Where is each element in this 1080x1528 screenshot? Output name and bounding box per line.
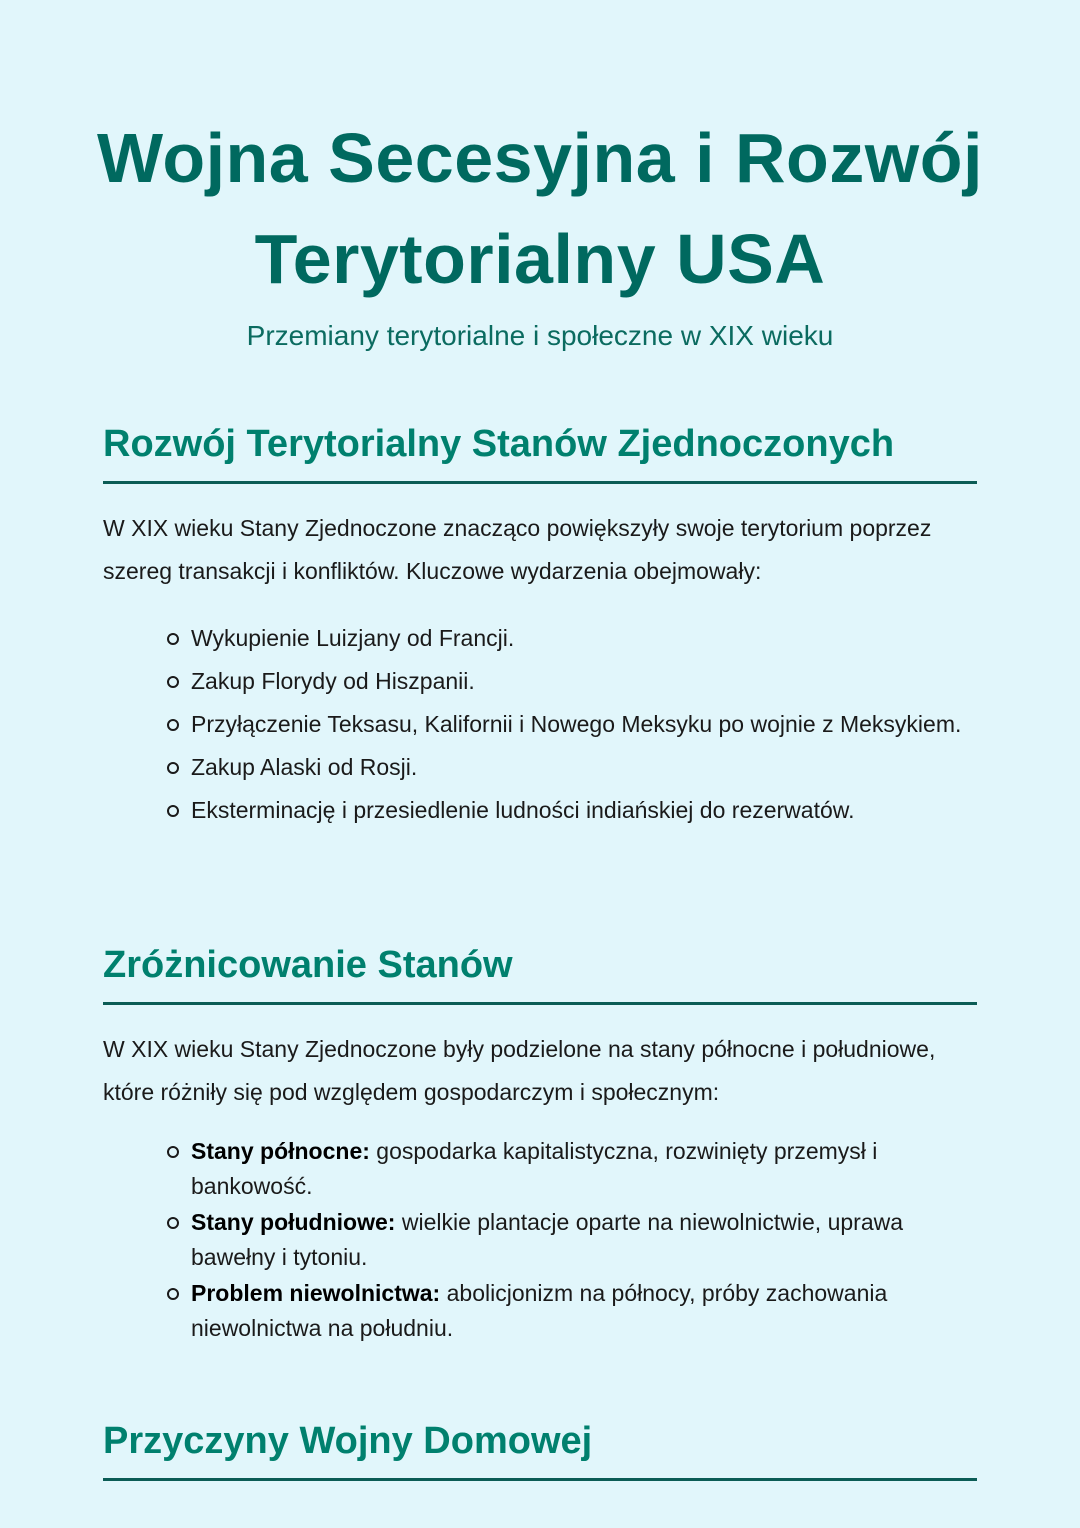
list-item: Zakup Florydy od Hiszpanii.	[191, 660, 977, 703]
list-item	[191, 1205, 977, 1275]
page-title: Wojna Secesyjna i Rozwój Terytorialny USA	[97, 119, 983, 298]
list-item: Przyłączenie Teksasu, Kalifornii i Nowego Meksyku po wojnie z Meksykiem.	[191, 703, 977, 746]
list-item: Zakup Alaski od Rosji.	[191, 746, 977, 789]
item-term: Problem niewolnictwa:	[191, 1280, 441, 1306]
section-heading: Zróżnicowanie Stanów	[103, 940, 977, 1005]
item-text: abolicjonizm na północy, próby zachowania niewolnictwa na południu.	[191, 1280, 888, 1341]
list-item: Eksterminację i przesiedlenie ludności indiańskiej do rezerwatów.	[191, 789, 977, 832]
item-term: Stany północne:	[191, 1138, 370, 1164]
section-heading: Przyczyny Wojny Domowej	[103, 1416, 977, 1481]
list-item: Wykupienie Luizjany od Francji.	[191, 617, 977, 660]
item-text: gospodarka kapitalistyczna, rozwinięty przemysł i bankowość.	[191, 1138, 878, 1199]
section-heading: Rozwój Terytorialny Stanów Zjednoczonych	[103, 419, 977, 484]
list-item	[191, 1134, 977, 1204]
section-war-causes	[103, 1416, 977, 1481]
item-text: wielkie plantacje oparte na niewolnictwie, uprawa bawełny i tytoniu.	[191, 1209, 904, 1270]
item-term: Stany południowe:	[191, 1209, 396, 1235]
event-list	[103, 617, 977, 832]
section-territorial-growth	[103, 419, 977, 832]
differences-list	[103, 1134, 977, 1346]
page-subtitle: Przemiany terytorialne i społeczne w XIX wieku	[246, 320, 834, 351]
section-paragraph: W XIX wieku Stany Zjednoczone znacząco powiększyły swoje terytorium poprzez szereg transakcji i konfliktów. Kluczowe wydarzenia obejmowały:	[103, 515, 932, 584]
list-item	[191, 1276, 977, 1346]
section-paragraph: W XIX wieku Stany Zjednoczone były podzielone na stany północne i południowe, które różniły się pod względem gospodarczym i społecznym:	[103, 1036, 936, 1105]
section-state-differences	[103, 940, 977, 1347]
